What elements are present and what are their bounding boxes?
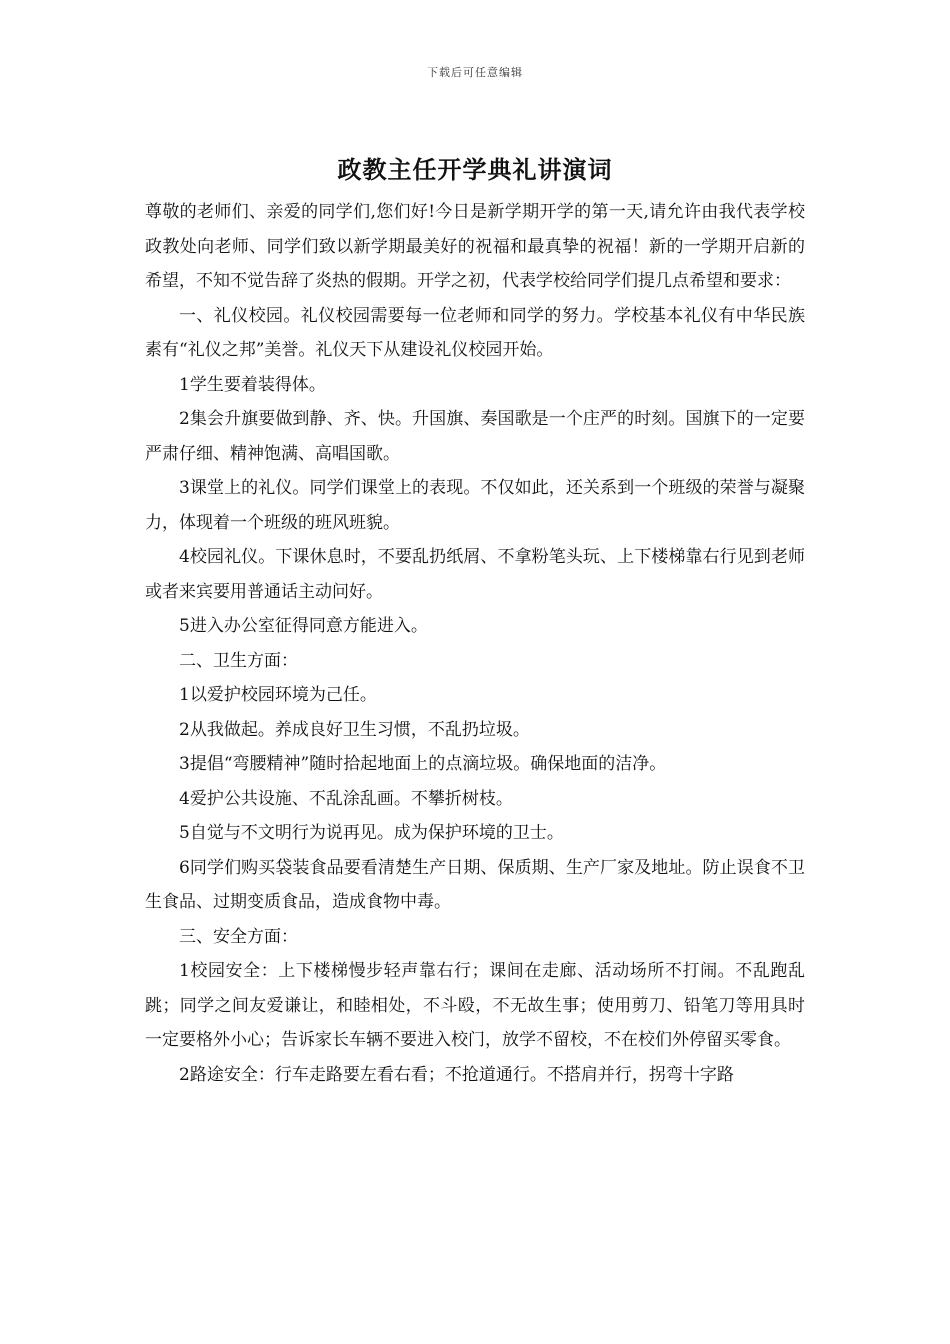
paragraph: 2集会升旗要做到静、齐、快。升国旗、奏国歌是一个庄严的时刻。国旗下的一定要严肃仔细、精神饱满、高唱国歌。 [145,409,805,464]
paragraph: 1以爱护校园环境为己任。 [179,685,377,705]
paragraph: 3课堂上的礼仪。同学们课堂上的表现。不仅如此，还关系到一个班级的荣誉与凝聚力，体现着一个班级的班风班貌。 [145,478,805,533]
paragraph: 1学生要着装得体。 [179,374,326,395]
paragraph: 3提倡“弯腰精神”随时拾起地面上的点滴垃圾。确保地面的洁净。 [179,754,667,774]
paragraph: 4爱护公共设施、不乱涂乱画。不攀折树枝。 [179,788,513,809]
paragraph: 2从我做起。养成良好卫生习惯，不乱扔垃圾。 [179,719,530,740]
header-note: 下载后可任意编辑 [427,66,523,79]
paragraph: 三、安全方面： [179,926,298,947]
document-body [145,195,805,1092]
paragraph: 4校园礼仪。下课休息时，不要乱扔纸屑、不拿粉笔头玩、上下楼梯靠右行见到老师或者来宾要用普通话主动问好。 [145,547,805,602]
document-title: 政教主任开学典礼讲演词 [337,155,613,184]
paragraph: 二、卫生方面： [179,650,298,671]
paragraph: 5进入办公室征得同意方能进入。 [179,616,428,636]
paragraph: 一、礼仪校园。礼仪校园需要每一位老师和同学的努力。学校基本礼仪有中华民族素有“礼仪之邦”美誉。礼仪天下从建设礼仪校园开始。 [145,305,805,360]
paragraph: 6同学们购买袋装食品要看清楚生产日期、保质期、生产厂家及地址。防止误食不卫生食品、过期变质食品，造成食物中毒。 [145,857,805,912]
paragraph: 尊敬的老师们、亲爱的同学们,您们好!今日是新学期开学的第一天,请允许由我代表学校政教处向老师、同学们致以新学期最美好的祝福和最真挚的祝福！新的一学期开启新的希望，不知不觉告辞了炎热的假期。开学之初，代表学校给同学们提几点希望和要求： [145,202,805,291]
paragraph: 5自觉与不文明行为说再见。成为保护环境的卫士。 [179,823,564,843]
paragraph: 1校园安全：上下楼梯慢步轻声靠右行；课间在走廊、活动场所不打闹。不乱跑乱跳；同学之间友爱谦让，和睦相处，不斗殴，不无故生事；使用剪刀、铅笔刀等用具时一定要格外小心；告诉家长车辆不要进入校门，放学不留校，不在校们外停留买零食。 [145,961,805,1050]
paragraph: 2路途安全：行车走路要左看右看；不抢道通行。不搭肩并行，拐弯十字路 [179,1064,734,1085]
